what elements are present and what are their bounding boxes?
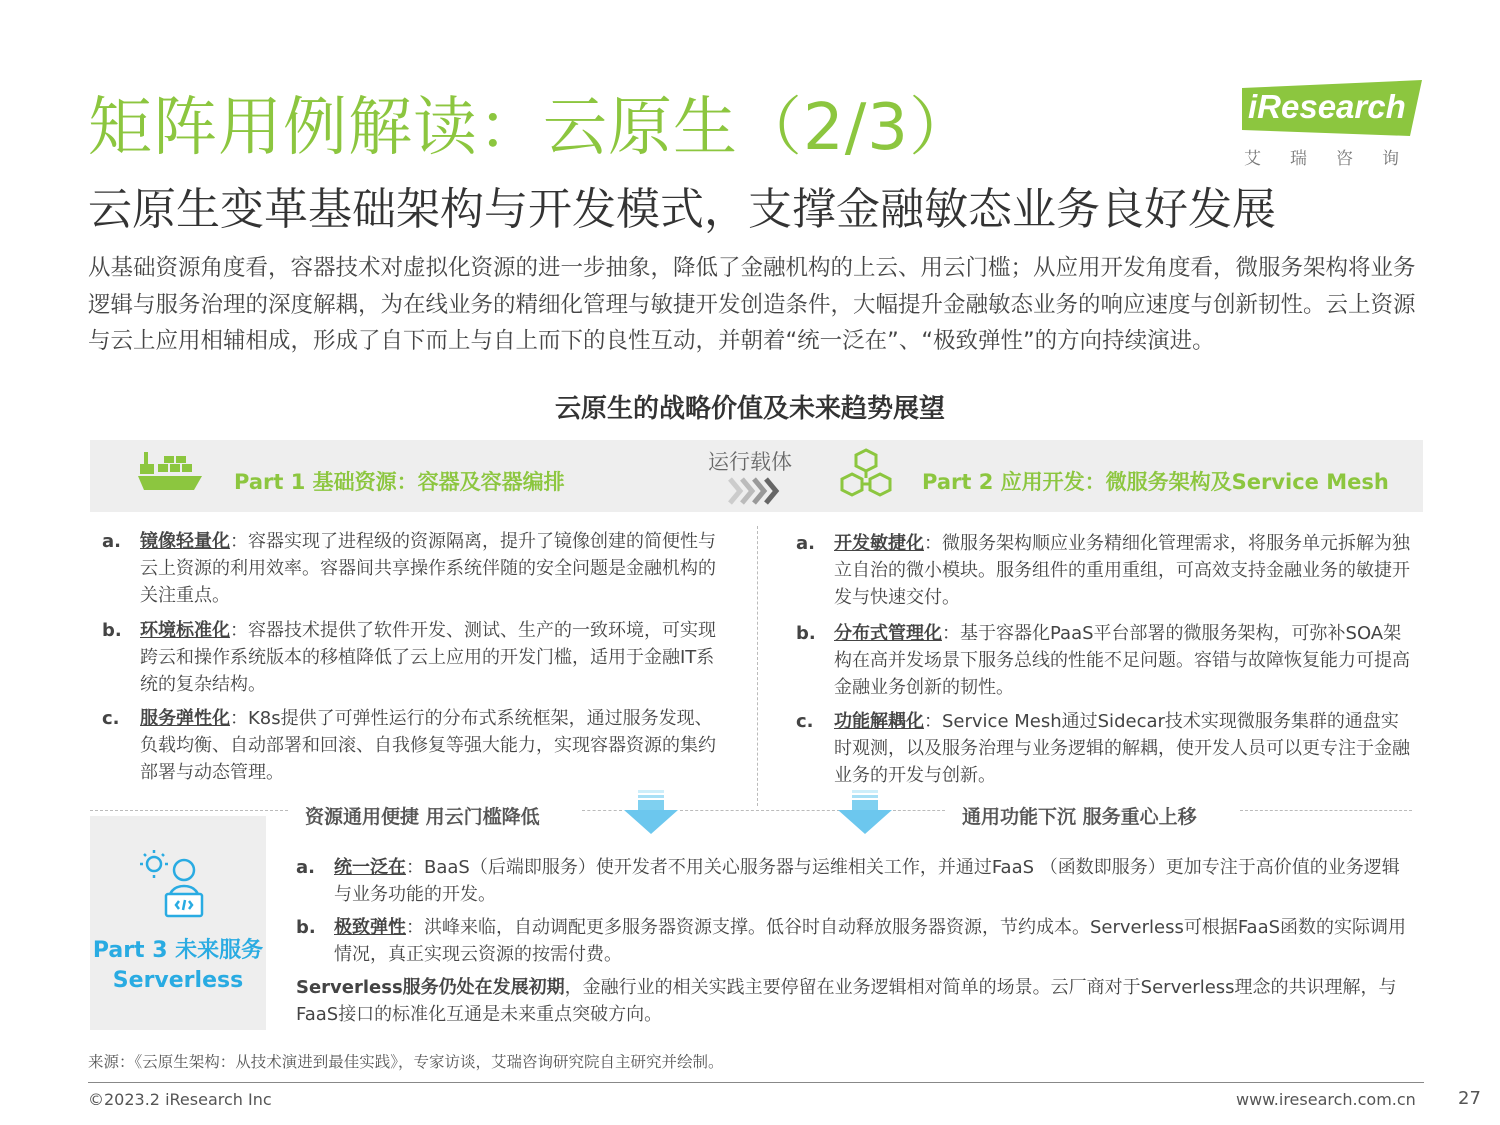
website-link[interactable]: www.iresearch.com.cn bbox=[1236, 1090, 1416, 1109]
horizontal-divider bbox=[893, 810, 945, 811]
item-body: ：基于容器化PaaS平台部署的微服务架构，可弥补SOA架构在高并发场景下服务总线的性能不足问题。容错与故障恢复能力可提高金融业务创新的韧性。 bbox=[834, 623, 1410, 698]
item-text bbox=[334, 854, 1412, 908]
item-body: ：BaaS（后端即服务）使开发者不用关心服务器与运维相关工作，并通过FaaS （函数即服务）更加专注于高价值的业务逻辑与业务功能的开发。 bbox=[334, 857, 1400, 905]
cubes-icon bbox=[838, 448, 894, 500]
part3-title-line1: Part 3 未来服务 bbox=[92, 938, 264, 963]
horizontal-divider bbox=[90, 810, 288, 811]
developer-with-laptop-icon bbox=[138, 848, 218, 924]
down-arrow-icon bbox=[624, 790, 678, 836]
item-label: b. bbox=[796, 623, 816, 644]
carrier-label: 运行载体 bbox=[708, 450, 792, 474]
part2-list bbox=[796, 530, 1421, 800]
item-keyword: 统一泛在 bbox=[334, 857, 406, 878]
item-body: ：容器技术提供了软件开发、测试、生产的一致环境，可实现跨云和操作系统版本的移植降低了云上应用的开发门槛，适用于金融IT系统的复杂结构。 bbox=[140, 620, 716, 695]
part1-list bbox=[102, 528, 742, 798]
item-keyword: 开发敏捷化 bbox=[834, 533, 924, 554]
item-label: a. bbox=[296, 857, 315, 878]
horizontal-divider bbox=[680, 810, 840, 811]
summary-text bbox=[296, 974, 1412, 1028]
summary-body: ，金融行业的相关实践主要停留在业务逻辑相对简单的场景。云厂商对于Serverless理念的共识理解，与FaaS接口的标准化互通是未来重点突破方向。 bbox=[296, 977, 1397, 1025]
item-text bbox=[834, 530, 1416, 611]
horizontal-divider bbox=[1240, 810, 1412, 811]
item-label: c. bbox=[102, 708, 120, 729]
ship-icon bbox=[138, 450, 204, 496]
footer-rule bbox=[88, 1082, 1424, 1083]
part2-title: Part 2 应用开发：微服务架构及Service Mesh bbox=[922, 470, 1389, 494]
part3-title bbox=[90, 936, 266, 996]
item-keyword: 环境标准化 bbox=[140, 620, 230, 641]
logo-brand-text: iResearch bbox=[1248, 88, 1406, 125]
part3-summary bbox=[296, 974, 1416, 1028]
item-text bbox=[140, 617, 730, 698]
down-arrow-icon bbox=[838, 790, 892, 836]
diagram-title: 云原生的战略价值及未来趋势展望 bbox=[554, 394, 945, 424]
part3-list bbox=[296, 854, 1416, 1034]
item-keyword: 极致弹性 bbox=[334, 917, 406, 938]
intro-paragraph: 从基础资源角度看，容器技术对虚拟化资源的进一步抽象，降低了金融机构的上云、用云门槛；从应用开发角度看，微服务架构将业务逻辑与服务治理的深度解耦，为在线业务的精细化管理与敏捷开发创造条件，大幅提升金融敏态业务的响应速度与创新韧性。云上资源与云上应用相辅相成，形成了自下而上与自上而下的良性互动，并朝着“统一泛在”、“极致弹性”的方向持续演进。 bbox=[88, 255, 1416, 354]
item-text bbox=[140, 705, 730, 786]
page-number: 27 bbox=[1458, 1088, 1481, 1109]
item-keyword: 分布式管理化 bbox=[834, 623, 942, 644]
double-chevron-arrows-icon bbox=[728, 475, 786, 507]
caption-left: 资源通用便捷 用云门槛降低 bbox=[305, 806, 540, 828]
item-text bbox=[140, 528, 730, 609]
item-body: ：微服务架构顺应业务精细化管理需求，将服务单元拆解为独立自治的微小模块。服务组件的重用重组，可高效支持金融业务的敏捷开发与快速交付。 bbox=[834, 533, 1410, 608]
item-keyword: 镜像轻量化 bbox=[140, 531, 230, 552]
part3-title-line2: Serverless bbox=[112, 968, 244, 993]
page-title: 矩阵用例解读：云原生（2/3） bbox=[88, 91, 974, 165]
iresearch-logo bbox=[1242, 80, 1428, 169]
item-label: a. bbox=[102, 531, 121, 552]
item-body: ：洪峰来临，自动调配更多服务器资源支撑。低谷时自动释放服务器资源，节约成本。Serverless可根据FaaS函数的实际调用情况，真正实现云资源的按需付费。 bbox=[334, 917, 1407, 965]
caption-right: 通用功能下沉 服务重心上移 bbox=[962, 806, 1197, 828]
item-keyword: 服务弹性化 bbox=[140, 708, 230, 729]
item-label: b. bbox=[102, 620, 122, 641]
horizontal-divider bbox=[582, 810, 622, 811]
item-body: ：K8s提供了可弹性运行的分布式系统框架，通过服务发现、负载均衡、自动部署和回滚、自我修复等强大能力，实现容器资源的集约部署与动态管理。 bbox=[140, 708, 716, 783]
item-label: b. bbox=[296, 917, 316, 938]
item-text bbox=[334, 914, 1412, 968]
copyright-text: ©2023.2 iResearch Inc bbox=[88, 1090, 272, 1109]
page-subtitle: 云原生变革基础架构与开发模式，支撑金融敏态业务良好发展 bbox=[88, 184, 1276, 235]
logo-cn-text: 艾瑞咨询 bbox=[1244, 149, 1428, 169]
vertical-divider bbox=[757, 526, 758, 806]
summary-bold: Serverless服务仍处在发展初期 bbox=[296, 977, 565, 998]
item-label: c. bbox=[796, 711, 814, 732]
item-label: a. bbox=[796, 533, 815, 554]
part1-title: Part 1 基础资源：容器及容器编排 bbox=[234, 470, 565, 494]
item-text bbox=[834, 620, 1416, 701]
source-note: 来源：《云原生架构：从技术演进到最佳实践》，专家访谈，艾瑞咨询研究院自主研究并绘制。 bbox=[88, 1053, 724, 1071]
item-body: ：容器实现了进程级的资源隔离，提升了镜像创建的简便性与云上资源的利用效率。容器间共享操作系统伴随的安全问题是金融机构的关注重点。 bbox=[140, 531, 716, 606]
item-body: ：Service Mesh通过Sidecar技术实现微服务集群的通盘实时观测，以及服务治理与业务逻辑的解耦，使开发人员可以更专注于金融业务的开发与创新。 bbox=[834, 711, 1410, 786]
item-text bbox=[834, 708, 1416, 789]
item-keyword: 功能解耦化 bbox=[834, 711, 924, 732]
